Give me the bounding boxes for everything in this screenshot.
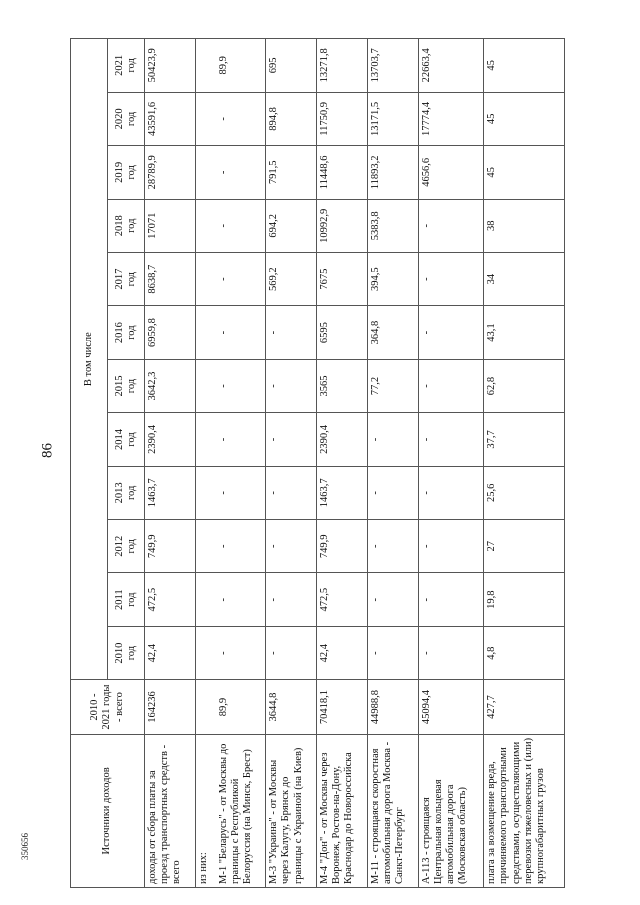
year-value-2012: -	[418, 520, 484, 573]
year-value-2016: 364,8	[367, 306, 418, 359]
income-source: М-11 - строящаяся скоростная автомобильная дорога Москва - Санкт-Петербург	[367, 734, 418, 887]
year-value-2013: -	[418, 466, 484, 519]
header-year-suffix: год	[126, 592, 137, 607]
subheader-empty	[195, 146, 215, 199]
header-year-suffix: год	[126, 645, 137, 661]
header-year-suffix: год	[126, 111, 137, 127]
year-value-2020: 13171,5	[367, 92, 418, 145]
total-value: 70418,1	[317, 680, 368, 734]
header-including: В том числе	[71, 39, 108, 680]
year-value-2019: -	[216, 146, 266, 199]
year-value-2021: 695	[266, 39, 317, 93]
year-value-2020: 43591,6	[145, 92, 196, 145]
year-value-2010: 4,8	[484, 626, 565, 679]
income-source: М-4 "Дон" - от Москвы через Воронеж, Ростов-на-Дону, Краснодар до Новороссийска	[317, 734, 368, 887]
year-value-2014: -	[367, 413, 418, 466]
year-value-2017: 394,5	[367, 252, 418, 305]
year-value-2020: 894,8	[266, 92, 317, 145]
year-value-2018: 5383,8	[367, 199, 418, 252]
income-source: доходы от сбора платы за проезд транспортных средств - всего	[145, 734, 196, 887]
subheader-empty	[195, 199, 215, 252]
header-year-value: 2010	[113, 642, 125, 664]
income-source: плата за возмещение вреда, причиняемого транспортными средствами, осуществляющими перевозки тяжеловесных и (или) крупногабаритных грузов	[484, 734, 565, 887]
year-value-2019: 11893,2	[367, 146, 418, 199]
subheader-empty	[195, 520, 215, 573]
subheader-label: из них:	[195, 734, 215, 887]
year-value-2012: 749,9	[145, 520, 196, 573]
year-value-2017: -	[418, 252, 484, 305]
table-body	[145, 39, 565, 888]
header-year-value: 2021	[113, 54, 125, 76]
subheader-empty	[195, 92, 215, 145]
year-value-2012: 27	[484, 520, 565, 573]
header-year-value: 2016	[113, 322, 125, 344]
rotated-table-container	[70, 38, 565, 888]
year-value-2016: 43,1	[484, 306, 565, 359]
header-year-2018	[108, 199, 145, 252]
table-row	[266, 39, 317, 888]
header-year-2014	[108, 413, 145, 466]
year-value-2019: 791,5	[266, 146, 317, 199]
year-value-2018: -	[216, 199, 266, 252]
year-value-2017: -	[216, 252, 266, 305]
header-year-value: 2018	[113, 215, 125, 237]
header-year-2012	[108, 520, 145, 573]
year-value-2013: -	[216, 466, 266, 519]
year-value-2014: -	[418, 413, 484, 466]
header-year-2015	[108, 359, 145, 412]
year-value-2015: 62,8	[484, 359, 565, 412]
year-value-2018: 10992,9	[317, 199, 368, 252]
header-year-value: 2011	[113, 589, 125, 611]
year-value-2015: -	[418, 359, 484, 412]
year-value-2010: 42,4	[317, 626, 368, 679]
year-value-2018: 38	[484, 199, 565, 252]
income-source: А-113 - строящаяся Центральная кольцевая автомобильная дорога (Московская область)	[418, 734, 484, 887]
year-value-2014: -	[266, 413, 317, 466]
header-year-suffix: год	[126, 165, 137, 180]
year-value-2015: -	[266, 359, 317, 412]
year-value-2012: -	[216, 520, 266, 573]
year-value-2010: -	[367, 626, 418, 679]
year-value-2019: 4656,6	[418, 146, 484, 199]
year-value-2013: 25,6	[484, 466, 565, 519]
header-year-2021	[108, 39, 145, 93]
year-value-2010: 42,4	[145, 626, 196, 679]
year-value-2018: -	[418, 199, 484, 252]
year-value-2021: 13703,7	[367, 39, 418, 93]
year-value-2013: -	[367, 466, 418, 519]
year-value-2015: 77,2	[367, 359, 418, 412]
year-value-2011: -	[216, 573, 266, 626]
header-total: 2010 - 2021 годы - всего	[71, 680, 145, 734]
subheader-empty	[195, 252, 215, 305]
year-value-2019: 45	[484, 146, 565, 199]
table-row	[367, 39, 418, 888]
year-value-2020: 17774,4	[418, 92, 484, 145]
page-number: 86	[39, 443, 56, 458]
year-value-2017: 7675	[317, 252, 368, 305]
subheader-empty	[195, 466, 215, 519]
year-value-2018: 17071	[145, 199, 196, 252]
year-value-2013: -	[266, 466, 317, 519]
year-value-2014: 2390,4	[145, 413, 196, 466]
table-row	[317, 39, 368, 888]
subheader-empty	[195, 573, 215, 626]
table-row	[418, 39, 484, 888]
subheader-empty	[195, 413, 215, 466]
income-table	[70, 38, 565, 888]
total-value: 45094,4	[418, 680, 484, 734]
header-year-suffix: год	[126, 539, 137, 554]
header-year-value: 2019	[113, 161, 125, 183]
year-value-2016: -	[216, 306, 266, 359]
header-year-value: 2020	[113, 108, 125, 130]
year-value-2016: 6595	[317, 306, 368, 359]
year-value-2020: -	[216, 92, 266, 145]
year-value-2010: -	[418, 626, 484, 679]
total-value: 44988,8	[367, 680, 418, 734]
header-year-2020	[108, 92, 145, 145]
year-value-2021: 13271,8	[317, 39, 368, 93]
year-value-2017: 569,2	[266, 252, 317, 305]
header-year-value: 2017	[113, 268, 125, 290]
year-value-2017: 8638,7	[145, 252, 196, 305]
total-value: 164236	[145, 680, 196, 734]
total-value: 427,7	[484, 680, 565, 734]
header-year-suffix: год	[126, 218, 137, 233]
year-value-2016: -	[418, 306, 484, 359]
year-value-2013: 1463,7	[317, 466, 368, 519]
year-value-2019: 28789,9	[145, 146, 196, 199]
header-year-2013	[108, 466, 145, 519]
subheader-empty	[195, 306, 215, 359]
header-year-value: 2012	[113, 535, 125, 557]
table-row	[145, 39, 196, 888]
year-value-2010: -	[266, 626, 317, 679]
year-value-2012: 749,9	[317, 520, 368, 573]
year-value-2015: -	[216, 359, 266, 412]
year-value-2021: 45	[484, 39, 565, 93]
income-source: М-1 "Беларусь" - от Москвы до границы с Республикой Белоруссия (на Минск, Брест)	[216, 734, 266, 887]
subheader-empty	[195, 626, 215, 679]
year-value-2011: -	[418, 573, 484, 626]
income-source: М-3 "Украина" - от Москвы через Калугу, Брянск до границы с Украиной (на Киев)	[266, 734, 317, 887]
header-year-2011	[108, 573, 145, 626]
total-value: 89,9	[216, 680, 266, 734]
table-row	[484, 39, 565, 888]
header-year-value: 2015	[113, 375, 125, 397]
table-subheader-row	[195, 39, 215, 888]
year-value-2020: 11750,9	[317, 92, 368, 145]
year-value-2019: 11448,6	[317, 146, 368, 199]
year-value-2015: 3565	[317, 359, 368, 412]
year-value-2021: 22663,4	[418, 39, 484, 93]
year-value-2021: 89,9	[216, 39, 266, 93]
header-year-suffix: год	[126, 432, 137, 447]
year-value-2015: 3642,3	[145, 359, 196, 412]
subheader-empty	[195, 359, 215, 412]
header-year-value: 2013	[113, 482, 125, 504]
year-value-2013: 1463,7	[145, 466, 196, 519]
year-value-2012: -	[266, 520, 317, 573]
header-year-suffix: год	[126, 378, 137, 394]
header-year-2016	[108, 306, 145, 359]
year-value-2016: -	[266, 306, 317, 359]
total-value: 3644,8	[266, 680, 317, 734]
header-year-2010	[108, 626, 145, 679]
year-value-2011: 19,8	[484, 573, 565, 626]
document-code: 350656	[20, 833, 30, 860]
subheader-empty	[195, 39, 215, 93]
subheader-empty	[195, 680, 215, 734]
year-value-2012: -	[367, 520, 418, 573]
year-value-2010: -	[216, 626, 266, 679]
year-value-2011: 472,5	[317, 573, 368, 626]
year-value-2014: -	[216, 413, 266, 466]
year-value-2017: 34	[484, 252, 565, 305]
year-value-2020: 45	[484, 92, 565, 145]
table-row	[216, 39, 266, 888]
year-value-2011: -	[266, 573, 317, 626]
header-year-suffix: год	[126, 58, 137, 73]
year-value-2011: -	[367, 573, 418, 626]
header-year-suffix: год	[126, 272, 137, 287]
year-value-2018: 694,2	[266, 199, 317, 252]
year-value-2014: 37,7	[484, 413, 565, 466]
header-year-suffix: год	[126, 325, 137, 340]
header-source: Источники доходов	[71, 734, 145, 887]
header-year-2019	[108, 146, 145, 199]
header-year-suffix: год	[126, 485, 137, 501]
year-value-2021: 50423,9	[145, 39, 196, 93]
header-year-value: 2014	[113, 428, 125, 450]
year-value-2014: 2390,4	[317, 413, 368, 466]
year-value-2011: 472,5	[145, 573, 196, 626]
header-year-2017	[108, 252, 145, 305]
year-value-2016: 6959,8	[145, 306, 196, 359]
